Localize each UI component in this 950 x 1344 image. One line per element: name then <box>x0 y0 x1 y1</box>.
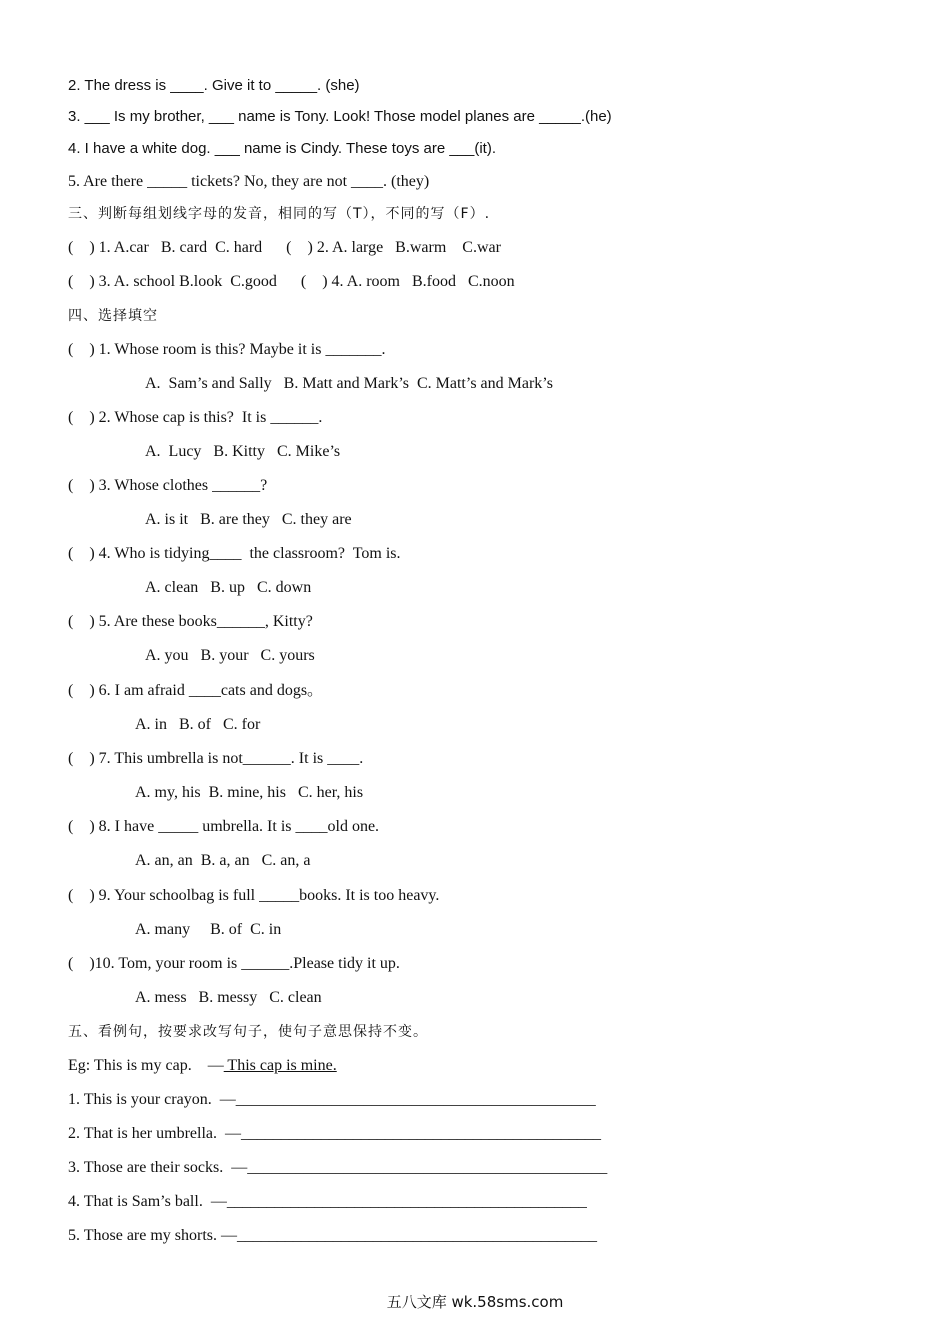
mc-question-4: ( ) 4. Who is tidying____ the classroom? Tom is. <box>68 545 401 562</box>
footer-watermark: 五八文库 wk.58sms.com <box>386 1293 564 1311</box>
mc-options-8: A. an, an B. a, an C. an, a <box>135 852 311 869</box>
mc-options-3: A. is it B. are they C. they are <box>145 511 352 528</box>
mc-options-10: A. mess B. messy C. clean <box>135 989 322 1006</box>
section-3-heading: 三、判断每组划线字母的发音，相同的写（T），不同的写（F）. <box>68 206 491 222</box>
mc-question-5: ( ) 5. Are these books______, Kitty? <box>68 613 313 630</box>
mc-options-9: A. many B. of C. in <box>135 921 282 938</box>
example-prompt: Eg: This is my cap. — <box>68 1057 224 1074</box>
phonics-row-1: ( ) 1. A.car B. card C. hard ( ) 2. A. large B.warm C.war <box>68 239 501 256</box>
mc-question-8: ( ) 8. I have _____ umbrella. It is ____old one. <box>68 818 380 835</box>
mc-options-7: A. my, his B. mine, his C. her, his <box>135 784 364 801</box>
mc-question-9: ( ) 9. Your schoolbag is full _____books. It is too heavy. <box>68 887 440 904</box>
rewrite-item-4: 4. That is Sam’s ball. —_____________________________________________ <box>68 1193 587 1210</box>
rewrite-item-5: 5. Those are my shorts. —_____________________________________________ <box>68 1227 598 1244</box>
section-5-heading: 五、看例句，按要求改写句子，使句子意思保持不变。 <box>68 1024 428 1040</box>
mc-question-10: ( )10. Tom, your room is ______.Please tidy it up. <box>68 955 400 972</box>
rewrite-item-2: 2. That is her umbrella. —_____________________________________________ <box>68 1125 601 1142</box>
mc-question-2: ( ) 2. Whose cap is this? It is ______. <box>68 409 323 426</box>
mc-options-6: A. in B. of C. for <box>135 716 261 733</box>
mc-options-2: A. Lucy B. Kitty C. Mike’s <box>145 443 341 460</box>
rewrite-item-3: 3. Those are their socks. —_____________________________________________ <box>68 1159 608 1176</box>
rewrite-example <box>68 1055 337 1077</box>
section-4-heading: 四、选择填空 <box>68 308 158 324</box>
pronoun-item-3: 3. ___ Is my brother, ___ name is Tony. Look! Those model planes are _____.(he) <box>68 108 612 125</box>
mc-question-7: ( ) 7. This umbrella is not______. It is ____. <box>68 750 364 767</box>
mc-options-4: A. clean B. up C. down <box>145 579 312 596</box>
mc-question-3: ( ) 3. Whose clothes ______? <box>68 477 268 494</box>
mc-question-1: ( ) 1. Whose room is this? Maybe it is _______. <box>68 341 386 358</box>
pronoun-item-4: 4. I have a white dog. ___ name is Cindy. These toys are ___(it). <box>68 140 497 157</box>
mc-options-5: A. you B. your C. yours <box>145 647 315 664</box>
rewrite-item-1: 1. This is your crayon. —_____________________________________________ <box>68 1091 596 1108</box>
phonics-row-2: ( ) 3. A. school B.look C.good ( ) 4. A. room B.food C.noon <box>68 273 515 290</box>
pronoun-item-5: 5. Are there _____ tickets? No, they are not ____. (they) <box>68 173 430 190</box>
pronoun-item-2: 2. The dress is ____. Give it to _____. (she) <box>68 77 360 94</box>
mc-options-1: A. Sam’s and Sally B. Matt and Mark’s C. Matt’s and Mark’s <box>145 375 553 392</box>
example-answer: This cap is mine. <box>223 1057 337 1074</box>
mc-question-6: ( ) 6. I am afraid ____cats and dogs。 <box>68 682 324 699</box>
